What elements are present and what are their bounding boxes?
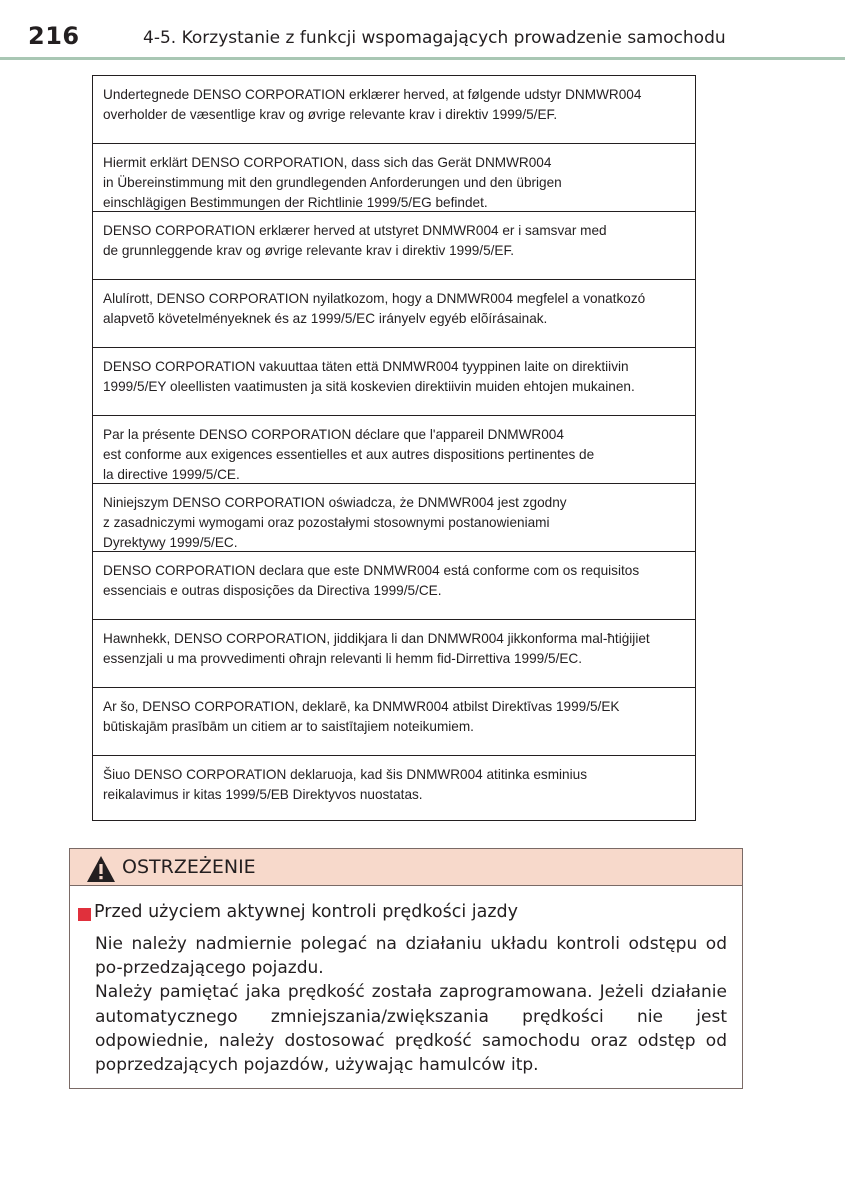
warning-title: OSTRZEŻENIE — [122, 856, 256, 878]
declaration-maltese: Hawnhekk, DENSO CORPORATION, jiddikjara li dan DNMWR004 jikkonforma mal-ħtiġijiet essenzjali u ma provvedimenti oħrajn relevanti li hemm fid-Dirrettiva 1999/5/EC. — [93, 620, 695, 688]
declaration-latvian: Ar šo, DENSO CORPORATION, deklarē, ka DNMWR004 atbilst Direktīvas 1999/5/EK būtiskajām prasībām un citiem ar to saistītajiem noteikumiem. — [93, 688, 695, 756]
declaration-portuguese: DENSO CORPORATION declara que este DNMWR004 está conforme com os requisitos essenciais e outras disposições da Directiva 1999/5/CE. — [93, 552, 695, 620]
warning-triangle-icon — [86, 855, 116, 883]
warning-box — [69, 848, 743, 1089]
header-divider — [0, 57, 845, 60]
declaration-polish: Niniejszym DENSO CORPORATION oświadcza, że DNMWR004 jest zgodny z zasadniczymi wymogami oraz pozostałymi stosownymi postanowieniami Dyrektywy 1999/5/EC. — [93, 484, 695, 552]
red-bullet-icon — [78, 908, 91, 921]
page-number: 216 — [28, 22, 80, 50]
warning-body — [95, 932, 727, 1077]
warning-paragraph: Nie należy nadmiernie polegać na działaniu układu kontroli odstępu od po-przedzającego pojazdu. — [95, 934, 727, 979]
declaration-danish: Undertegnede DENSO CORPORATION erklærer herved, at følgende udstyr DNMWR004 overholder de væsentlige krav og øvrige relevante krav i direktiv 1999/5/EF. — [93, 76, 695, 144]
declarations-table — [92, 75, 696, 821]
declaration-hungarian: Alulírott, DENSO CORPORATION nyilatkozom, hogy a DNMWR004 megfelel a vonatkozó alapvetõ követelményeknek és az 1999/5/EC irányelv egyéb elõírásainak. — [93, 280, 695, 348]
declaration-finnish: DENSO CORPORATION vakuuttaa täten että DNMWR004 tyyppinen laite on direktiivin 1999/5/EY oleellisten vaatimusten ja sitä koskevien direktiivin muiden ehtojen mukainen. — [93, 348, 695, 416]
declaration-german: Hiermit erklärt DENSO CORPORATION, dass sich das Gerät DNMWR004 in Übereinstimmung mit den grundlegenden Anforderungen und den übrigen einschlägigen Bestimmungen der Richtlinie 1999/5/EG befindet. — [93, 144, 695, 212]
page-header — [0, 0, 845, 58]
declaration-french: Par la présente DENSO CORPORATION déclare que l'appareil DNMWR004 est conforme aux exigences essentielles et aux autres dispositions pertinentes de la directive 1999/5/CE. — [93, 416, 695, 484]
section-title: 4-5. Korzystanie z funkcji wspomagających prowadzenie samochodu — [143, 28, 726, 48]
warning-paragraph: Należy pamiętać jaka prędkość została zaprogramowana. Jeżeli działanie automatycznego zmniejszania/zwiększania prędkości nie jest odpowiednie, należy dostosować prędkość samochodu oraz odstęp od poprzedzających pojazdów, używając hamulców itp. — [95, 982, 727, 1076]
declaration-norwegian: DENSO CORPORATION erklærer herved at utstyret DNMWR004 er i samsvar med de grunnleggende krav og øvrige relevante krav i direktiv 1999/5/EF. — [93, 212, 695, 280]
declaration-lithuanian: Šiuo DENSO CORPORATION deklaruoja, kad šis DNMWR004 atitinka esminius reikalavimus ir kitas 1999/5/EB Direktyvos nuostatas. — [103, 767, 587, 802]
warning-bullet-heading: Przed użyciem aktywnej kontroli prędkości jazdy — [94, 902, 518, 922]
warning-header — [70, 849, 742, 886]
